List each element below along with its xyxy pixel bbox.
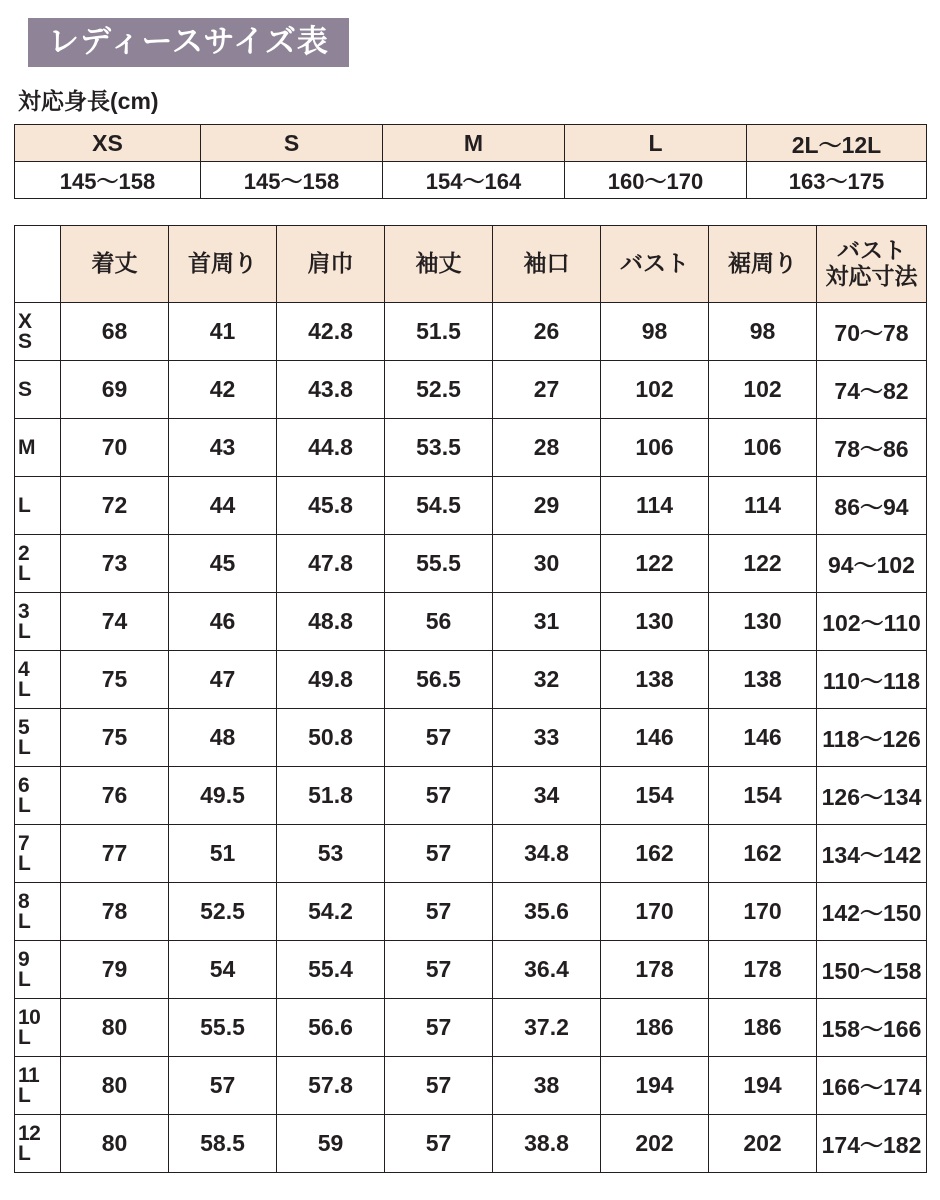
table-row <box>15 162 927 199</box>
table-row <box>15 825 927 883</box>
measurement-value: 51 <box>169 825 277 883</box>
measurement-value: 53 <box>277 825 385 883</box>
size-label-line1: 9 <box>18 947 30 971</box>
measurement-value: 202 <box>709 1115 817 1173</box>
measurement-value: 130 <box>709 593 817 651</box>
measurement-value: 57 <box>385 709 493 767</box>
measurement-value: 47 <box>169 651 277 709</box>
size-label <box>15 1115 61 1173</box>
measurement-value: 31 <box>493 593 601 651</box>
height-section-label: 対応身長(cm) <box>18 88 159 114</box>
measurement-value: 118〜126 <box>817 709 927 767</box>
height-col-header: XS <box>15 125 201 162</box>
measurement-value: 43 <box>169 419 277 477</box>
size-label-line1: S <box>18 377 32 401</box>
measurement-value: 50.8 <box>277 709 385 767</box>
measurement-value: 56.6 <box>277 999 385 1057</box>
table-row <box>15 125 927 162</box>
size-label-line1: 12 <box>18 1121 41 1145</box>
measurement-value: 170 <box>709 883 817 941</box>
measurement-table <box>14 225 927 1173</box>
measurement-value: 55.5 <box>385 535 493 593</box>
measurement-value: 150〜158 <box>817 941 927 999</box>
measurement-col-header <box>169 226 277 303</box>
measurement-col-header-line1: バスト <box>620 250 689 277</box>
size-label <box>15 477 61 535</box>
measurement-value: 162 <box>601 825 709 883</box>
table-row <box>15 709 927 767</box>
measurement-value: 57 <box>385 1057 493 1115</box>
measurement-value: 34 <box>493 767 601 825</box>
measurement-value: 32 <box>493 651 601 709</box>
measurement-value: 48 <box>169 709 277 767</box>
measurement-value: 94〜102 <box>817 535 927 593</box>
measurement-value: 34.8 <box>493 825 601 883</box>
measurement-value: 43.8 <box>277 361 385 419</box>
measurement-value: 106 <box>709 419 817 477</box>
table-row <box>15 477 927 535</box>
measurement-value: 56 <box>385 593 493 651</box>
measurement-value: 102〜110 <box>817 593 927 651</box>
height-col-header: M <box>383 125 565 162</box>
size-label <box>15 303 61 361</box>
size-label <box>15 651 61 709</box>
measurement-col-header <box>61 226 169 303</box>
size-label-line2: L <box>18 1141 31 1165</box>
measurement-value: 142〜150 <box>817 883 927 941</box>
measurement-value: 106 <box>601 419 709 477</box>
measurement-value: 29 <box>493 477 601 535</box>
size-label-line2: L <box>18 677 31 701</box>
measurement-value: 202 <box>601 1115 709 1173</box>
measurement-value: 154 <box>601 767 709 825</box>
size-label-line1: 11 <box>18 1063 40 1087</box>
measurement-value: 72 <box>61 477 169 535</box>
measurement-value: 98 <box>709 303 817 361</box>
size-label-line1: 4 <box>18 657 30 681</box>
table-row <box>15 593 927 651</box>
measurement-value: 122 <box>601 535 709 593</box>
size-label-line2: L <box>18 1025 31 1049</box>
measurement-value: 114 <box>601 477 709 535</box>
measurement-value: 57 <box>385 883 493 941</box>
measurement-value: 41 <box>169 303 277 361</box>
measurement-value: 98 <box>601 303 709 361</box>
measurement-value: 44.8 <box>277 419 385 477</box>
size-label <box>15 883 61 941</box>
size-label-line2: L <box>18 619 31 643</box>
measurement-value: 73 <box>61 535 169 593</box>
measurement-value: 110〜118 <box>817 651 927 709</box>
measurement-col-header <box>601 226 709 303</box>
measurement-col-header <box>493 226 601 303</box>
measurement-value: 49.5 <box>169 767 277 825</box>
measurement-value: 57 <box>169 1057 277 1115</box>
measurement-value: 102 <box>601 361 709 419</box>
measurement-value: 79 <box>61 941 169 999</box>
size-label-line1: 10 <box>18 1005 41 1029</box>
measurement-value: 134〜142 <box>817 825 927 883</box>
size-label <box>15 709 61 767</box>
measurement-value: 42 <box>169 361 277 419</box>
height-col-header: L <box>565 125 747 162</box>
size-label-line1: L <box>18 493 31 517</box>
measurement-value: 30 <box>493 535 601 593</box>
measurement-value: 174〜182 <box>817 1115 927 1173</box>
size-label-line1: 6 <box>18 773 30 797</box>
measurement-value: 80 <box>61 999 169 1057</box>
size-label <box>15 999 61 1057</box>
measurement-value: 28 <box>493 419 601 477</box>
measurement-value: 80 <box>61 1115 169 1173</box>
measurement-value: 75 <box>61 709 169 767</box>
measurement-value: 57 <box>385 999 493 1057</box>
table-row <box>15 226 927 303</box>
table-row <box>15 419 927 477</box>
measurement-col-header-line1: 肩巾 <box>307 250 354 277</box>
measurement-value: 48.8 <box>277 593 385 651</box>
measurement-value: 55.4 <box>277 941 385 999</box>
measurement-value: 158〜166 <box>817 999 927 1057</box>
measurement-value: 146 <box>709 709 817 767</box>
measurement-value: 102 <box>709 361 817 419</box>
measurement-section <box>14 225 926 1173</box>
measurement-col-header <box>709 226 817 303</box>
height-value: 160〜170 <box>565 162 747 199</box>
size-label <box>15 825 61 883</box>
table-row <box>15 1115 927 1173</box>
measurement-value: 138 <box>601 651 709 709</box>
measurement-value: 114 <box>709 477 817 535</box>
measurement-value: 178 <box>709 941 817 999</box>
measurement-value: 186 <box>601 999 709 1057</box>
measurement-value: 54.2 <box>277 883 385 941</box>
measurement-col-header-line2: 対応寸法 <box>825 263 918 289</box>
measurement-value: 166〜174 <box>817 1057 927 1115</box>
measurement-value: 70〜78 <box>817 303 927 361</box>
measurement-value: 54 <box>169 941 277 999</box>
size-label-line2: L <box>18 735 31 759</box>
measurement-value: 46 <box>169 593 277 651</box>
measurement-value: 138 <box>709 651 817 709</box>
measurement-value: 194 <box>709 1057 817 1115</box>
measurement-col-header-line1: バスト <box>837 237 906 264</box>
measurement-value: 54.5 <box>385 477 493 535</box>
measurement-value: 86〜94 <box>817 477 927 535</box>
measurement-value: 77 <box>61 825 169 883</box>
height-table <box>14 124 927 199</box>
size-label <box>15 419 61 477</box>
measurement-value: 130 <box>601 593 709 651</box>
measurement-value: 53.5 <box>385 419 493 477</box>
measurement-value: 51.8 <box>277 767 385 825</box>
measurement-value: 78 <box>61 883 169 941</box>
measurement-value: 162 <box>709 825 817 883</box>
measurement-value: 186 <box>709 999 817 1057</box>
measurement-value: 76 <box>61 767 169 825</box>
measurement-value: 36.4 <box>493 941 601 999</box>
size-label-line2: L <box>18 909 31 933</box>
size-label-line1: 5 <box>18 715 30 739</box>
size-label-line1: 2 <box>18 541 30 565</box>
size-label-line1: 3 <box>18 599 30 623</box>
size-label <box>15 767 61 825</box>
measurement-value: 70 <box>61 419 169 477</box>
measurement-value: 52.5 <box>169 883 277 941</box>
measurement-value: 178 <box>601 941 709 999</box>
size-label-line2: L <box>18 1083 31 1107</box>
table-row <box>15 767 927 825</box>
measurement-value: 47.8 <box>277 535 385 593</box>
measurement-value: 51.5 <box>385 303 493 361</box>
height-col-header: 2L〜12L <box>747 125 927 162</box>
table-row <box>15 941 927 999</box>
measurement-value: 69 <box>61 361 169 419</box>
table-row <box>15 535 927 593</box>
page-title: レディースサイズ表 <box>28 18 349 67</box>
height-value: 163〜175 <box>747 162 927 199</box>
measurement-corner-cell <box>15 226 61 303</box>
table-row <box>15 651 927 709</box>
measurement-value: 126〜134 <box>817 767 927 825</box>
measurement-value: 33 <box>493 709 601 767</box>
measurement-value: 78〜86 <box>817 419 927 477</box>
measurement-value: 52.5 <box>385 361 493 419</box>
table-row <box>15 883 927 941</box>
table-row <box>15 361 927 419</box>
size-label-line2: L <box>18 851 31 875</box>
size-label-line2: S <box>18 329 32 353</box>
height-value: 145〜158 <box>201 162 383 199</box>
measurement-col-header-line1: 首周り <box>188 250 257 277</box>
measurement-value: 57 <box>385 825 493 883</box>
measurement-value: 56.5 <box>385 651 493 709</box>
measurement-value: 146 <box>601 709 709 767</box>
measurement-value: 194 <box>601 1057 709 1115</box>
size-label <box>15 1057 61 1115</box>
measurement-value: 45 <box>169 535 277 593</box>
size-label <box>15 361 61 419</box>
measurement-value: 26 <box>493 303 601 361</box>
measurement-col-header <box>817 226 927 303</box>
measurement-value: 57 <box>385 767 493 825</box>
size-label-line2: L <box>18 793 31 817</box>
measurement-value: 75 <box>61 651 169 709</box>
measurement-value: 35.6 <box>493 883 601 941</box>
measurement-col-header <box>277 226 385 303</box>
size-label <box>15 593 61 651</box>
measurement-col-header <box>385 226 493 303</box>
measurement-value: 57.8 <box>277 1057 385 1115</box>
measurement-col-header-line1: 袖口 <box>523 250 570 277</box>
size-label-line2: L <box>18 967 31 991</box>
size-label-line1: X <box>18 309 32 333</box>
height-value: 145〜158 <box>15 162 201 199</box>
height-value: 154〜164 <box>383 162 565 199</box>
measurement-col-header-line1: 裾周り <box>728 250 797 277</box>
size-label <box>15 941 61 999</box>
measurement-col-header-line1: 袖丈 <box>415 250 462 277</box>
measurement-value: 38.8 <box>493 1115 601 1173</box>
measurement-value: 58.5 <box>169 1115 277 1173</box>
measurement-value: 37.2 <box>493 999 601 1057</box>
measurement-value: 122 <box>709 535 817 593</box>
measurement-value: 68 <box>61 303 169 361</box>
measurement-value: 74〜82 <box>817 361 927 419</box>
measurement-col-header-line1: 着丈 <box>91 250 138 277</box>
height-col-header: S <box>201 125 383 162</box>
size-label-line2: L <box>18 561 31 585</box>
measurement-value: 27 <box>493 361 601 419</box>
measurement-value: 42.8 <box>277 303 385 361</box>
measurement-value: 45.8 <box>277 477 385 535</box>
measurement-value: 57 <box>385 941 493 999</box>
measurement-value: 38 <box>493 1057 601 1115</box>
measurement-value: 74 <box>61 593 169 651</box>
measurement-value: 80 <box>61 1057 169 1115</box>
measurement-value: 57 <box>385 1115 493 1173</box>
table-row <box>15 1057 927 1115</box>
measurement-value: 170 <box>601 883 709 941</box>
measurement-value: 44 <box>169 477 277 535</box>
table-row <box>15 999 927 1057</box>
size-label-line1: M <box>18 435 35 459</box>
measurement-value: 154 <box>709 767 817 825</box>
measurement-value: 55.5 <box>169 999 277 1057</box>
measurement-value: 59 <box>277 1115 385 1173</box>
size-label-line1: 7 <box>18 831 30 855</box>
measurement-value: 49.8 <box>277 651 385 709</box>
size-label <box>15 535 61 593</box>
size-label-line1: 8 <box>18 889 30 913</box>
table-row <box>15 303 927 361</box>
